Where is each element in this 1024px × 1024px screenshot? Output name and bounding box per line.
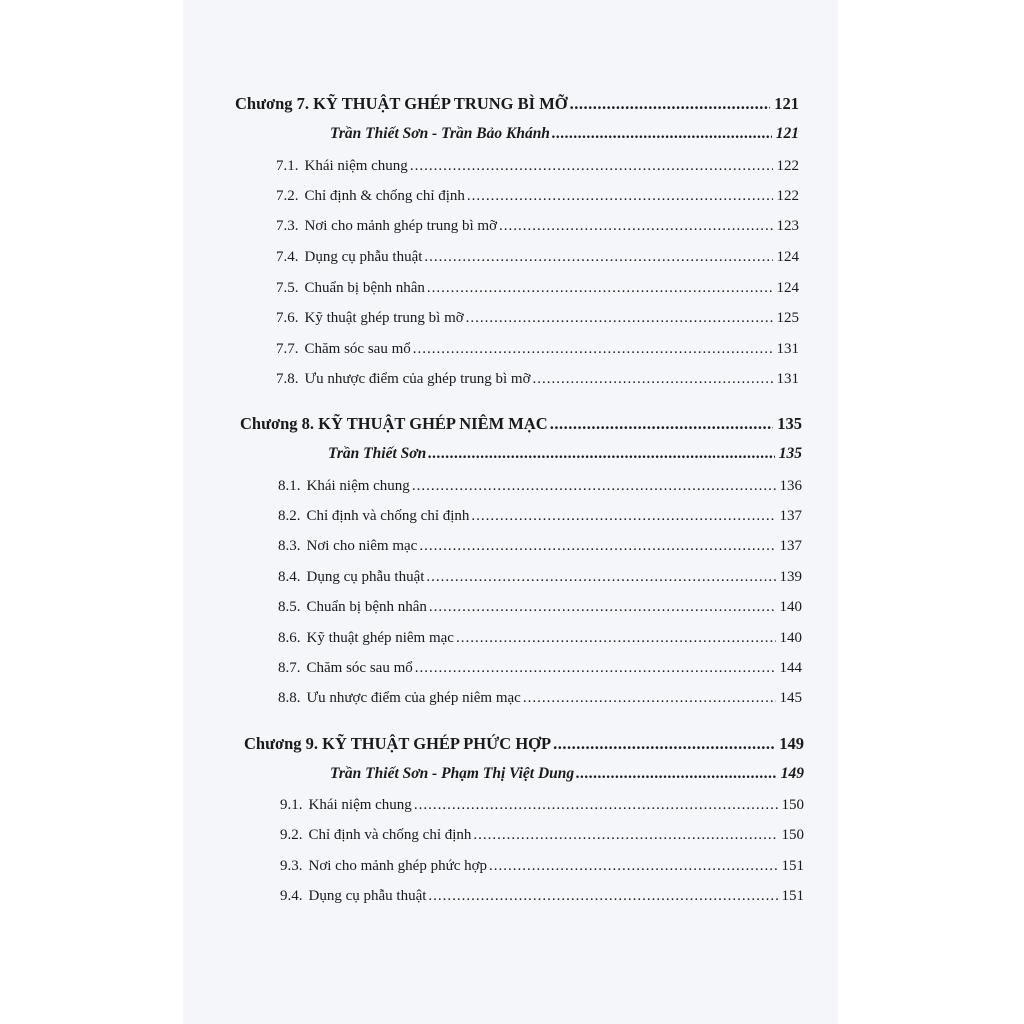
chapter-title: Chương 9. KỸ THUẬT GHÉP PHỨC HỢP	[244, 734, 552, 753]
section-number: 8.7.	[278, 660, 301, 676]
page-number: 137	[779, 538, 802, 554]
section-number: 7.8.	[276, 371, 299, 387]
leader-dots	[412, 475, 776, 497]
leader-dots	[467, 185, 773, 207]
leader-dots	[429, 596, 776, 618]
page-number: 131	[776, 371, 799, 387]
page-number: 135	[778, 445, 802, 462]
leader-dots	[552, 123, 772, 145]
toc-entry	[278, 627, 802, 649]
authors: Trần Thiết Sơn - Phạm Thị Việt Dung	[330, 765, 575, 782]
section-title: Chỉ định và chống chỉ định	[308, 827, 472, 843]
page-number: 136	[779, 478, 802, 494]
section-number: 9.3.	[280, 858, 303, 874]
section-number: 7.4.	[276, 249, 299, 265]
section-title: Chuẩn bị bệnh nhân	[304, 280, 425, 296]
leader-dots	[473, 824, 777, 846]
toc-entry	[278, 505, 802, 527]
section-title: Nơi cho mảnh ghép phức hợp	[308, 858, 488, 874]
leader-dots	[410, 155, 773, 177]
section-number: 8.4.	[278, 569, 301, 585]
section-title: Ưu nhược điểm của ghép trung bì mỡ	[304, 371, 531, 387]
section-title: Nơi cho niêm mạc	[306, 538, 418, 554]
page-number: 135	[777, 414, 802, 433]
leader-dots	[550, 413, 774, 435]
toc-entry	[280, 794, 804, 816]
table-of-contents	[183, 0, 838, 1024]
toc-entry	[278, 566, 802, 588]
section-number: 7.2.	[276, 188, 299, 204]
section-title: Ưu nhược điểm của ghép niêm mạc	[306, 690, 521, 706]
book-page	[183, 0, 838, 1024]
section-number: 8.3.	[278, 538, 301, 554]
section-number: 8.8.	[278, 690, 301, 706]
page-number: 121	[775, 125, 799, 142]
section-title: Nơi cho mảnh ghép trung bì mỡ	[304, 218, 498, 234]
page-number: 145	[779, 690, 802, 706]
page-number: 124	[776, 280, 799, 296]
page-number: 151	[781, 858, 804, 874]
page-number: 122	[776, 158, 799, 174]
leader-dots	[419, 535, 775, 557]
page-number: 151	[781, 888, 804, 904]
leader-dots	[523, 687, 776, 709]
toc-entry	[278, 475, 802, 497]
leader-dots	[427, 277, 773, 299]
leader-dots	[456, 627, 776, 649]
page-number: 150	[781, 797, 804, 813]
toc-entry	[276, 185, 799, 207]
authors: Trần Thiết Sơn - Trần Bảo Khánh	[330, 125, 550, 142]
section-number: 7.3.	[276, 218, 299, 234]
toc-entry	[278, 657, 802, 679]
section-title: Chăm sóc sau mổ	[306, 660, 413, 676]
section-title: Khái niệm chung	[304, 158, 408, 174]
section-number: 9.4.	[280, 888, 303, 904]
section-number: 7.1.	[276, 158, 299, 174]
section-title: Dụng cụ phẫu thuật	[304, 249, 423, 265]
toc-entry	[280, 824, 804, 846]
page-number: 140	[779, 630, 802, 646]
toc-entry	[276, 215, 799, 237]
leader-dots	[426, 566, 775, 588]
section-number: 8.1.	[278, 478, 301, 494]
page-number: 121	[774, 94, 799, 113]
page-number: 149	[780, 765, 804, 782]
toc-entry	[280, 855, 804, 877]
chapter-title: Chương 8. KỸ THUẬT GHÉP NIÊM MẠC	[240, 414, 548, 433]
toc-entry	[276, 277, 799, 299]
toc-entry	[278, 535, 802, 557]
chapter-8-authors	[328, 443, 802, 465]
chapter-7-authors	[330, 123, 799, 145]
leader-dots	[570, 93, 771, 115]
section-title: Chỉ định và chống chỉ định	[306, 508, 470, 524]
page-number: 149	[779, 734, 804, 753]
leader-dots	[466, 307, 773, 329]
section-number: 8.5.	[278, 599, 301, 615]
section-title: Khái niệm chung	[308, 797, 412, 813]
leader-dots	[415, 657, 776, 679]
leader-dots	[414, 794, 778, 816]
section-number: 9.1.	[280, 797, 303, 813]
leader-dots	[553, 733, 775, 755]
page-number: 139	[779, 569, 802, 585]
section-number: 7.7.	[276, 341, 299, 357]
page-number: 123	[776, 218, 799, 234]
chapter-title: Chương 7. KỸ THUẬT GHÉP TRUNG BÌ MỠ	[235, 94, 568, 113]
toc-entry	[276, 155, 799, 177]
section-number: 9.2.	[280, 827, 303, 843]
chapter-9-heading	[244, 733, 804, 755]
section-number: 7.5.	[276, 280, 299, 296]
chapter-7-heading	[235, 93, 799, 115]
toc-entry	[276, 246, 799, 268]
section-title: Kỹ thuật ghép niêm mạc	[306, 630, 454, 646]
toc-entry	[276, 307, 799, 329]
toc-entry	[278, 596, 802, 618]
section-number: 8.2.	[278, 508, 301, 524]
page-number: 131	[776, 341, 799, 357]
page-number: 150	[781, 827, 804, 843]
toc-entry	[276, 338, 799, 360]
authors: Trần Thiết Sơn	[328, 445, 427, 462]
page-number: 140	[779, 599, 802, 615]
page-number: 122	[776, 188, 799, 204]
leader-dots	[428, 443, 775, 465]
section-title: Khái niệm chung	[306, 478, 410, 494]
section-title: Kỹ thuật ghép trung bì mỡ	[304, 310, 464, 326]
page-number: 125	[776, 310, 799, 326]
leader-dots	[471, 505, 775, 527]
page-number: 124	[776, 249, 799, 265]
section-title: Dụng cụ phẫu thuật	[306, 569, 425, 585]
section-title: Chăm sóc sau mổ	[304, 341, 411, 357]
section-title: Chuẩn bị bệnh nhân	[306, 599, 427, 615]
chapter-8-heading	[240, 413, 802, 435]
leader-dots	[499, 215, 772, 237]
toc-entry	[276, 368, 799, 390]
leader-dots	[413, 338, 773, 360]
toc-entry	[280, 885, 804, 907]
chapter-9-authors	[330, 763, 804, 785]
page-number: 137	[779, 508, 802, 524]
leader-dots	[428, 885, 777, 907]
leader-dots	[576, 763, 777, 785]
leader-dots	[533, 368, 773, 390]
section-title: Chỉ định & chống chỉ định	[304, 188, 465, 204]
section-title: Dụng cụ phẫu thuật	[308, 888, 427, 904]
leader-dots	[424, 246, 772, 268]
toc-entry	[278, 687, 802, 709]
section-number: 7.6.	[276, 310, 299, 326]
section-number: 8.6.	[278, 630, 301, 646]
page-number: 144	[779, 660, 802, 676]
leader-dots	[489, 855, 777, 877]
